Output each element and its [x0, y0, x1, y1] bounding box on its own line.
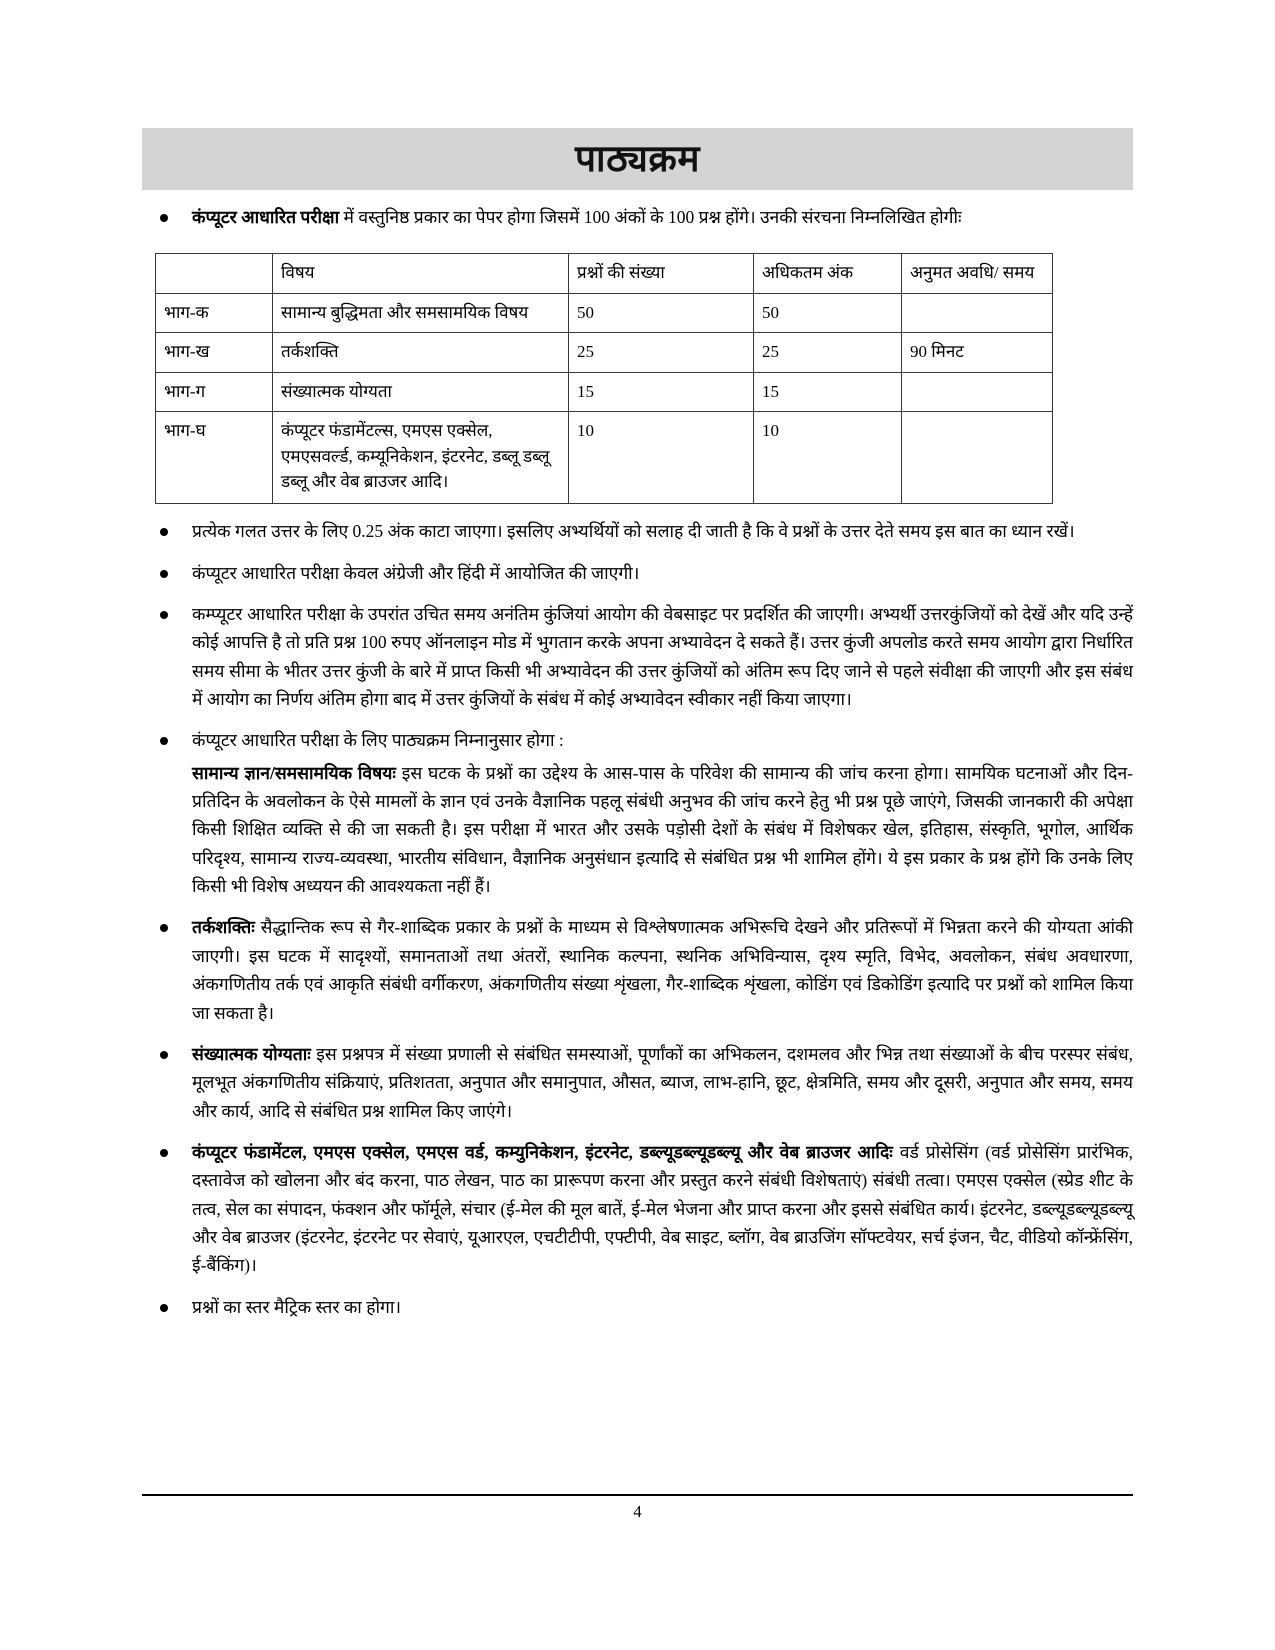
row-marks: 25 [754, 333, 902, 373]
reasoning-text: सैद्धान्तिक रूप से गैर-शाब्दिक प्रकार के प्रश्नों के माध्यम से विश्लेषणात्मक अभिरूचि देखने और प्रतिरूपों में भिन्नता करने की योग्यता आंकी जाएगी। इस घटक में सादृश्यों, समानताओं तथा अंतरों, स्थानिक कल्पना, स्थनिक अभिविन्यास, दृश्य स्मृति, विभेद, अवलोकन, संबंध अवधारणा, अंकगणितीय तर्क एवं आकृति संबंधी वर्गीकरण, अंकगणितीय संख्या शृंखला, गैर-शाब्दिक शृंखला, कोडिंग एवं डिकोडिंग इत्यादि पर प्रश्नों को शामिल किया जा सकता है। [192, 917, 1133, 1023]
row-duration: 90 मिनट [902, 333, 1053, 373]
row-duration [902, 293, 1053, 333]
row-questions: 50 [569, 293, 754, 333]
syllabus-intro-lead: कंप्यूटर आधारित परीक्षा के लिए पाठ्यक्रम निम्नानुसार होगा : [192, 730, 564, 751]
table-row [156, 412, 1053, 504]
table-header-marks: अधिकतम अंक [754, 254, 902, 294]
bullet-question-level [142, 1293, 1133, 1321]
table-row [156, 293, 1053, 333]
row-part: भाग-क [156, 293, 273, 333]
general-knowledge-text: इस घटक के प्रश्नों का उद्देश्य के आस-पास के परिवेश की सामान्य की जांच करना होगा। सामयिक घटनाओं और दिन-प्रतिदिन के अवलोकन के ऐसे मामलों के ज्ञान एवं उनके वैज्ञानिक पहलू संबंधी अनुभव की जांच करने हेतु भी प्रश्न पूछे जाएंगे, जिसकी जानकारी की अपेक्षा किसी शिक्षित व्यक्ति से की जा सकती है। इस परीक्षा में भारत और उसके पड़ोसी देशों के संबंध में विशेषकर खेल, इतिहास, संस्कृति, भूगोल, आर्थिक परिदृश्य, सामान्य राज्य-व्यवस्था, भारतीय संविधान, वैज्ञानिक अनुसंधान इत्यादि से संबंधित प्रश्न भी शामिल होंगे। ये इस प्रकार के प्रश्न होंगे कि उनके लिए किसी भी विशेष अध्ययन की आवश्यकता नहीं हैं। [192, 762, 1134, 897]
bullet-numerical-ability [142, 1040, 1133, 1125]
question-level-text: प्रश्नों का स्तर मैट्रिक स्तर का होगा। [192, 1296, 402, 1317]
intro-rest-text: में वस्तुनिष्ठ प्रकार का पेपर होगा जिसमें 100 अंकों के 100 प्रश्न होंगे। उनकी संरचना निम्नलिखित होगीः [339, 207, 962, 227]
bullet-text: कम्प्यूटर आधारित परीक्षा के उपरांत उचित समय अनंतिम कुंजियां आयोग की वेबसाइट पर प्रदर्शित की जाएगी। अभ्यर्थी उत्तरकुंजियों को देखें और यदि उन्हें कोई आपत्ति है तो प्रति प्रश्न 100 रुपए ऑनलाइन मोड में भुगतान करके अपना अभ्यावेदन दे सकते हैं। उत्तर कुंजी अपलोड करते समय आयोग द्वारा निर्धारित समय सीमा के भीतर उत्तर कुंजी के बारे में प्राप्त किसी भी अभ्यावेदन की उत्तर कुंजियों को अंतिम रूप दिए जाने से पहले संवीक्षा की जाएगी और इस संबंध में आयोग का निर्णय अंतिम होगा बाद में उत्तर कुंजियों के संबंध में कोई अभ्यावेदन स्वीकार नहीं किया जाएगा। [192, 604, 1133, 710]
table-header-subject: विषय [273, 254, 569, 294]
page-title-banner [142, 128, 1133, 190]
row-marks: 50 [754, 293, 902, 333]
bullet-negative-marking [142, 517, 1133, 545]
intro-bold-lead: कंप्यूटर आधारित परीक्षा [192, 207, 340, 227]
exam-structure-table [155, 253, 1053, 504]
numerical-ability-label: संख्यात्मक योग्यताः [192, 1043, 311, 1064]
general-knowledge-paragraph [192, 759, 1133, 901]
bullet-answer-key [142, 600, 1133, 713]
row-part: भाग-घ [156, 412, 273, 504]
table-header-questions: प्रश्नों की संख्या [569, 254, 754, 294]
row-marks: 10 [754, 412, 902, 504]
table-row [156, 372, 1053, 412]
bullet-computer-fundamentals [142, 1138, 1133, 1280]
page-footer [142, 1494, 1133, 1522]
table-header-row [156, 254, 1053, 294]
page-title: पाठ्यक्रम [575, 138, 700, 180]
row-subject: तर्कशक्ति [273, 333, 569, 373]
row-subject: कंप्यूटर फंडामेंटल्स, एमएस एक्सेल, एमएसवर्ल्ड, कम्यूनिकेशन, इंटरनेट, डब्लू डब्लू डब्लू और वेब ब्राउजर आदि। [273, 412, 569, 504]
bullet-text: कंप्यूटर आधारित परीक्षा केवल अंग्रेजी और हिंदी में आयोजित की जाएगी। [192, 562, 640, 583]
reasoning-label: तर्कशक्तिः [192, 917, 255, 938]
row-questions: 25 [569, 333, 754, 373]
row-subject: सामान्य बुद्धिमता और समसामयिक विषय [273, 293, 569, 333]
row-marks: 15 [754, 372, 902, 412]
computer-fundamentals-text: वर्ड प्रोसेसिंग (वर्ड प्रोसेसिंग प्रारंभिक, दस्तावेज को खोलना और बंद करना, पाठ लेखन, पाठ का प्रारूपण करना और प्रस्तुत करने संबंधी विशेषताएं) संबंधी तत्वा। एमएस एक्सेल (स्प्रेड शीट के तत्व, सेल का संपादन, फंक्शन और फॉर्मूले, संचार (ई-मेल की मूल बातें, ई-मेल भेजना और प्राप्त करना और इससे संबंधित कार्य। इंटरनेट, डब्ल्यूडब्ल्यूडब्ल्यू और वेब ब्राउजर (इंटरनेट, इंटरनेट पर सेवाएं, यूआरएल, एचटीटीपी, एफ्टीपी, वेब साइट, ब्लॉग, वेब ब्राउजिंग सॉफ्टवेयर, सर्च इंजन, चैट, वीडियो कॉन्फ्रेंसिंग, ई-बैंकिंग)। [192, 1141, 1133, 1276]
table-header-duration: अनुमत अवधि/ समय [902, 254, 1053, 294]
computer-fundamentals-label: कंप्यूटर फंडामेंटल, एमएस एक्सेल, एमएस वर्ड, कम्युनिकेशन, इंटरनेट, डब्ल्यूडब्ल्यूडब्ल्यू और वेब ब्राउजर आदिः [192, 1141, 893, 1162]
bullet-syllabus-intro [142, 726, 1133, 900]
row-questions: 10 [569, 412, 754, 504]
general-knowledge-label: सामान्य ज्ञान/समसामयिक विषयः [192, 762, 396, 783]
bullet-exam-structure [142, 203, 1133, 231]
bullet-text: प्रत्येक गलत उत्तर के लिए 0.25 अंक काटा जाएगा। इसलिए अभ्यर्थियों को सलाह दी जाती है कि वे प्रश्नों के उत्तर देते समय इस बात का ध्यान रखें। [192, 521, 1075, 542]
row-duration [902, 372, 1053, 412]
row-questions: 15 [569, 372, 754, 412]
exam-structure-table-wrap [155, 253, 1052, 504]
table-row [156, 333, 1053, 373]
row-part: भाग-ख [156, 333, 273, 373]
main-bullet-list [142, 517, 1133, 1321]
bullet-exam-languages [142, 559, 1133, 587]
page-number: 4 [633, 1502, 642, 1521]
numerical-ability-text: इस प्रश्नपत्र में संख्या प्रणाली से संबंधित समस्याओं, पूर्णांकों का अभिकलन, दशमलव और भिन्न तथा संख्याओं के बीच परस्पर संबंध, मूलभूत अंकगणितीय संक्रियाएं, प्रतिशतता, अनुपात और समानुपात, औसत, ब्याज, लाभ-हानि, छूट, क्षेत्रमिति, समय और दूसरी, अनुपात और समय, समय और कार्य, आदि से संबंधित प्रश्न शामिल किए जाएंगे। [192, 1043, 1133, 1121]
intro-bullet-list [142, 203, 1133, 231]
row-part: भाग-ग [156, 372, 273, 412]
row-subject: संख्यात्मक योग्यता [273, 372, 569, 412]
table-header-part [156, 254, 273, 294]
bullet-reasoning [142, 913, 1133, 1026]
row-duration [902, 412, 1053, 504]
page-content [142, 128, 1133, 1321]
